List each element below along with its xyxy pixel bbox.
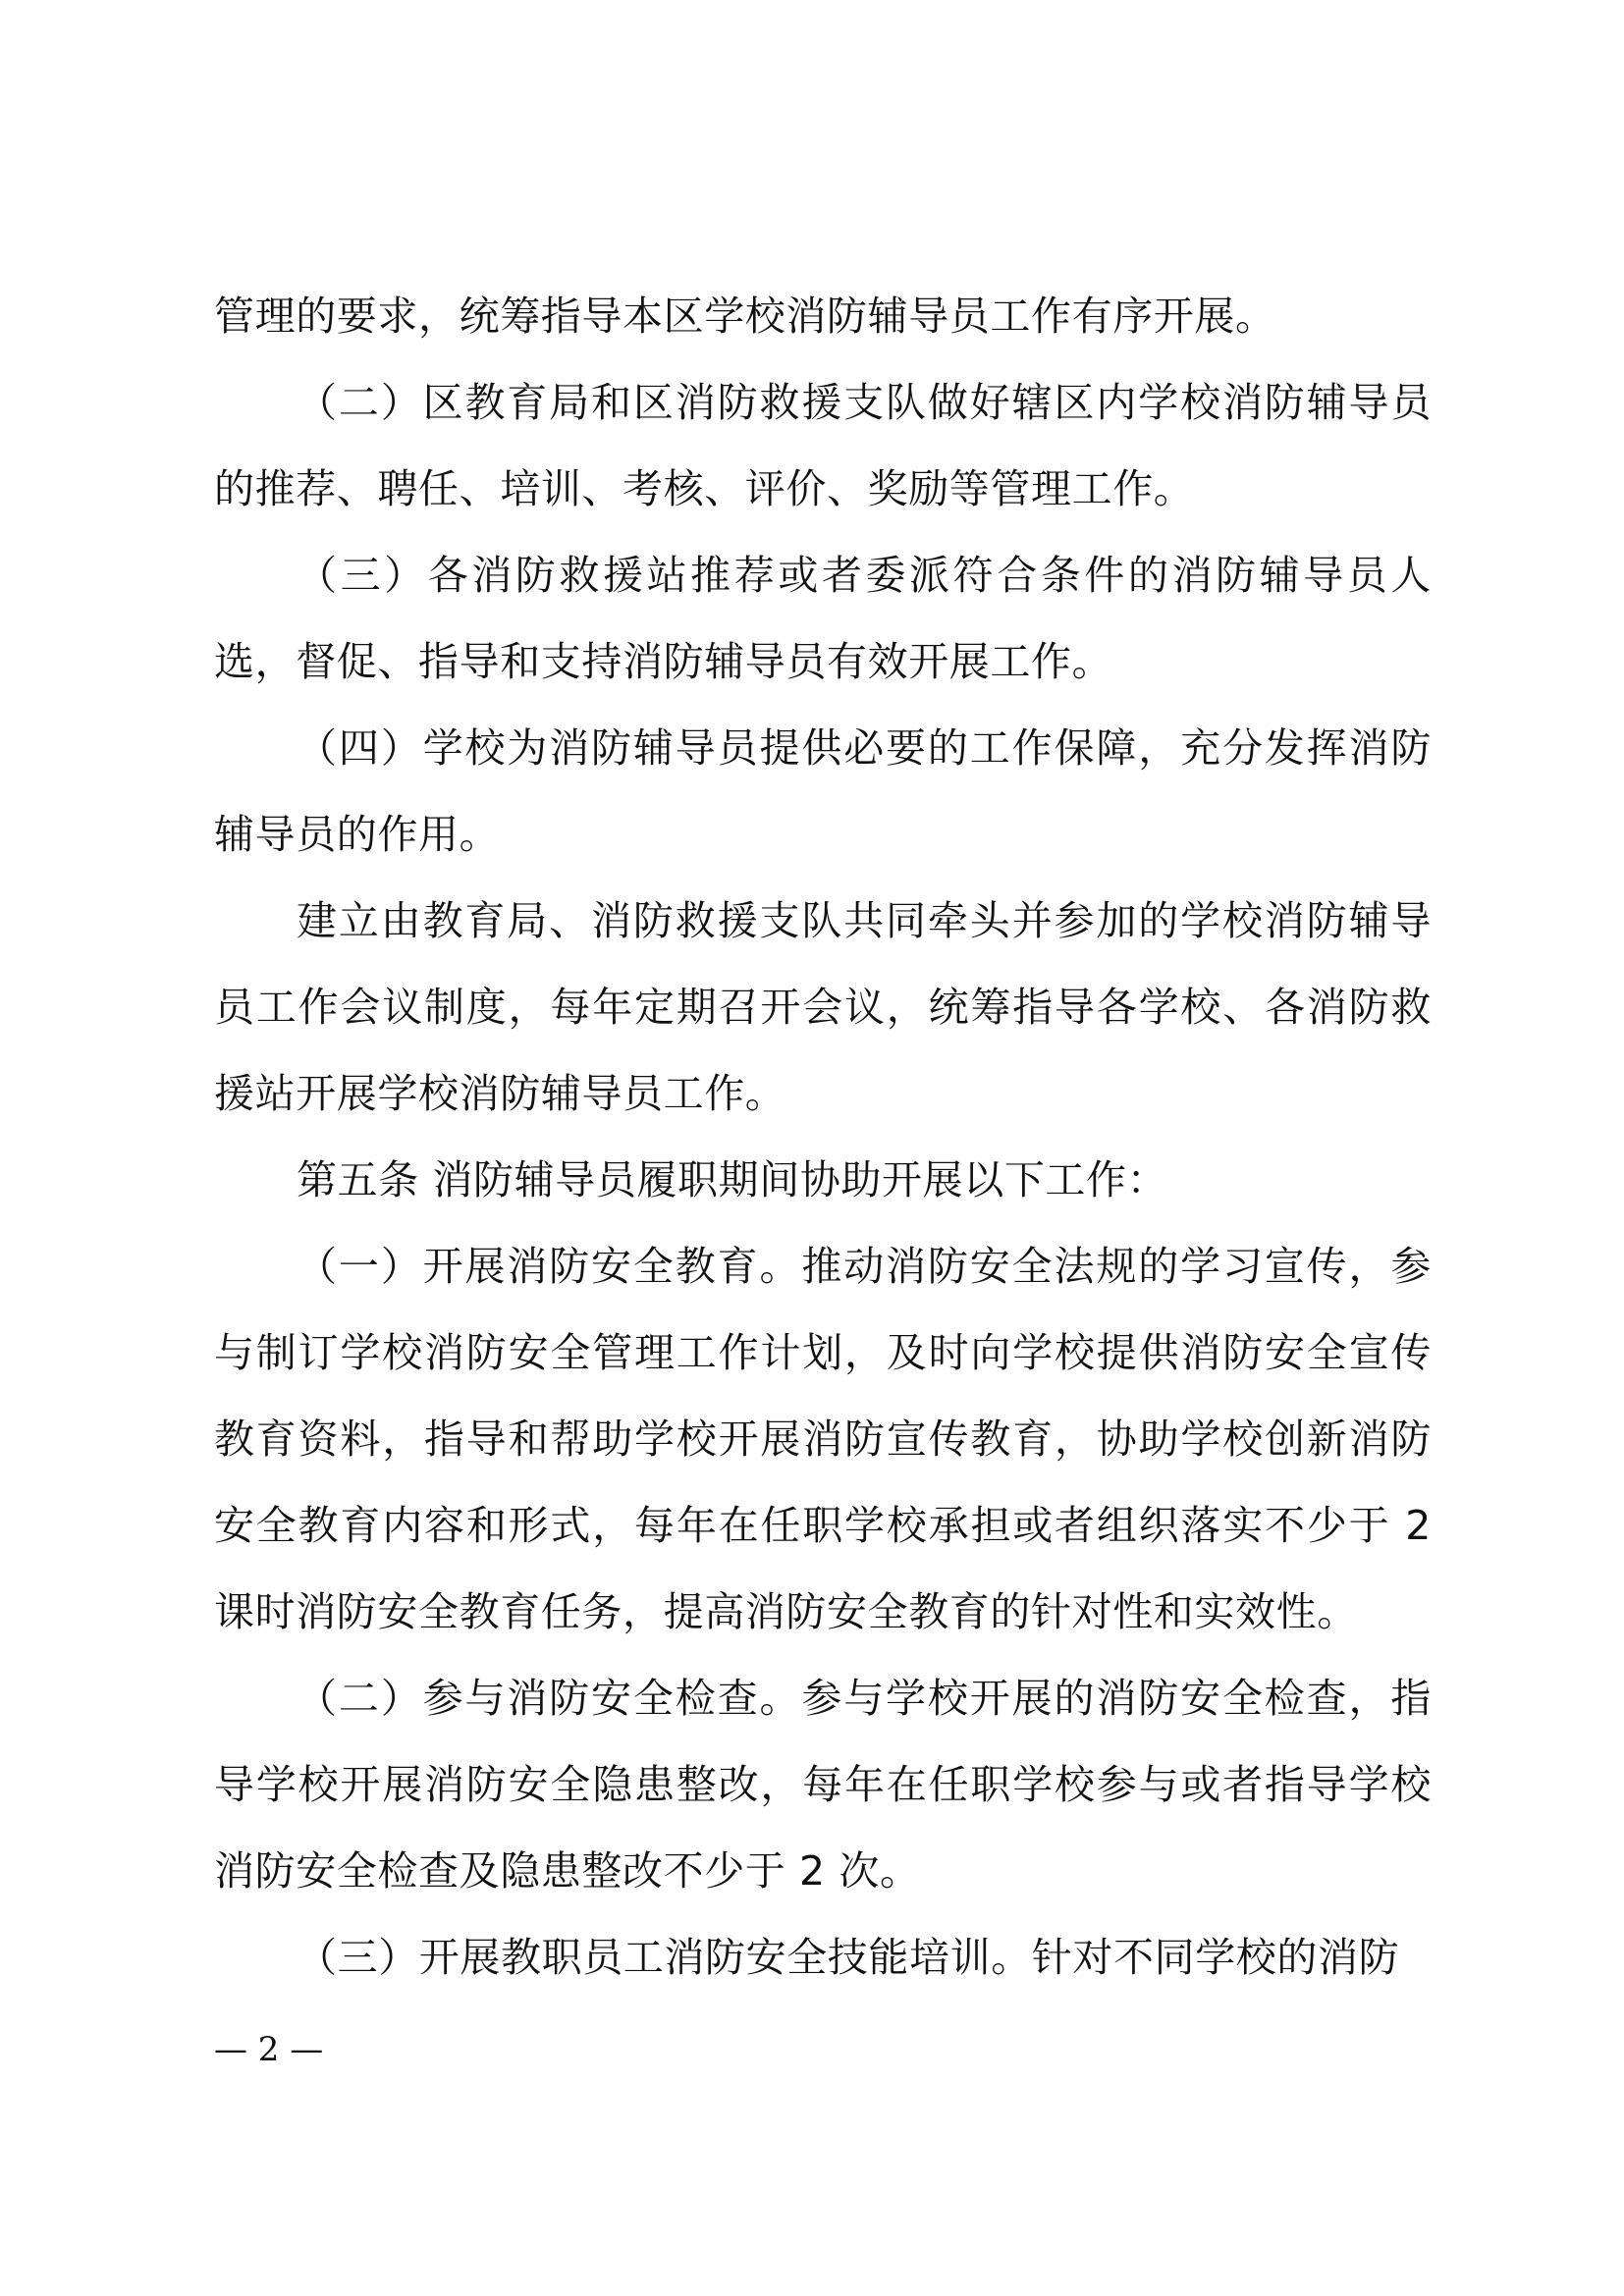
paragraph-item-3: （三）各消防救援站推荐或者委派符合条件的消防辅导员人选，督促、指导和支持消防辅导员有效开展工作。 <box>214 552 1432 685</box>
paragraph-continued: 管理的要求，统筹指导本区学校消防辅导员工作有序开展。 <box>214 293 1276 340</box>
paragraph-duty-1: （一）开展消防安全教育。推动消防安全法规的学习宣传，参与制订学校消防安全管理工作计划，及时向学校提供消防安全宣传教育资料，指导和帮助学校开展消防宣传教育，协助学校创新消防安全教育内容和形式，每年在任职学校承担或者组织落实不少于 2 课时消防安全教育任务，提高消防安全教育的针对性和实效性。 <box>214 1243 1432 1635</box>
paragraph-meeting-system: 建立由教育局、消防救援支队共同牵头并参加的学校消防辅导员工作会议制度，每年定期召开会议，统筹指导各学校、各消防救援站开展学校消防辅导员工作。 <box>214 897 1432 1117</box>
paragraph-item-2: （二）区教育局和区消防救援支队做好辖区内学校消防辅导员的推荐、聘任、培训、考核、评价、奖励等管理工作。 <box>214 379 1432 512</box>
paragraph-duty-2: （二）参与消防安全检查。参与学校开展的消防安全检查，指导学校开展消防安全隐患整改，每年在任职学校参与或者指导学校消防安全检查及隐患整改不少于 2 次。 <box>214 1675 1432 1895</box>
page-number: — 2 — <box>214 2030 324 2069</box>
paragraph-duty-3: （三）开展教职员工消防安全技能培训。针对不同学校的消防 <box>297 1934 1400 1981</box>
paragraph-item-4: （四）学校为消防辅导员提供必要的工作保障，充分发挥消防辅导员的作用。 <box>214 724 1432 858</box>
document-body <box>214 273 1432 2001</box>
article-five-heading: 第五条 消防辅导员履职期间协助开展以下工作： <box>297 1156 1168 1203</box>
